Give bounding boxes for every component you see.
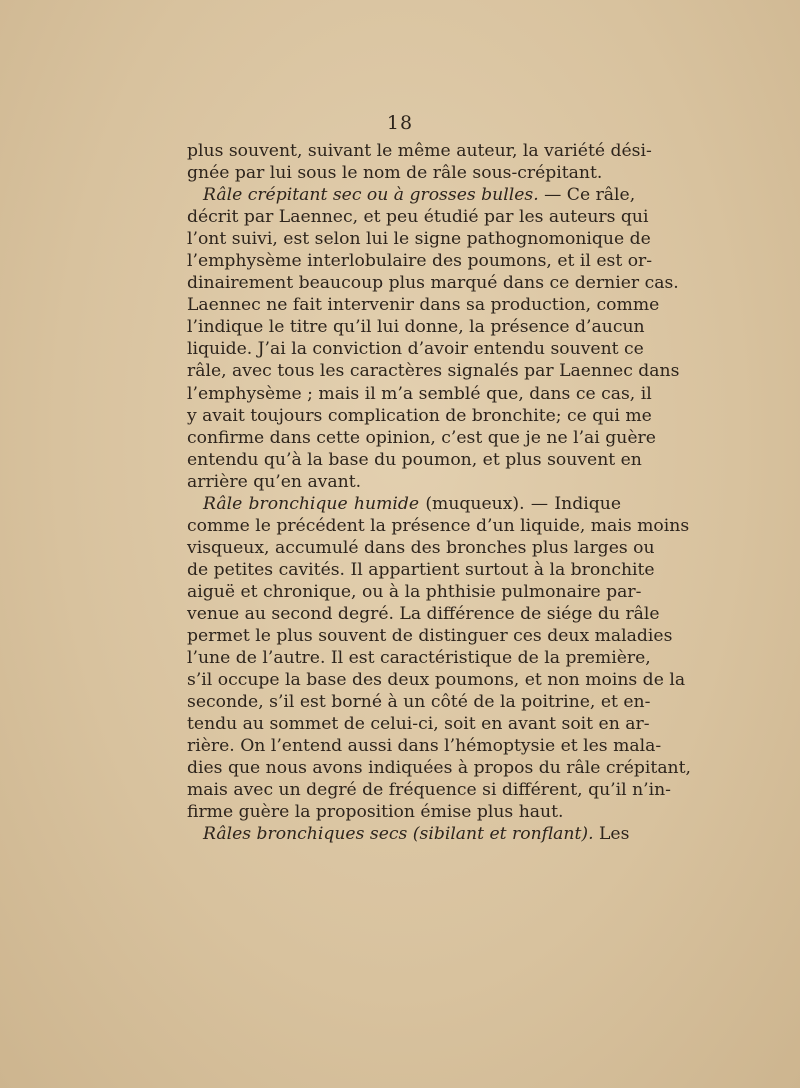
text-segment: dinairement beaucoup plus marqué dans ce dernier cas. bbox=[187, 273, 679, 294]
text-line bbox=[187, 272, 679, 294]
text-segment: tendu au sommet de celui-ci, soit en avant soit en ar- bbox=[187, 714, 650, 735]
text-segment: Laennec ne fait intervenir dans sa production, comme bbox=[187, 295, 660, 316]
text-line bbox=[187, 669, 686, 691]
text-line bbox=[187, 140, 652, 162]
text-segment: firme guère la proposition émise plus haut. bbox=[187, 802, 564, 823]
text-segment: venue au second degré. La différence de siége du râle bbox=[187, 603, 660, 624]
text-segment: l’une de l’autre. Il est caractéristique de la première, bbox=[187, 648, 651, 669]
text-segment: de petites cavités. Il appartient surtout à la bronchite bbox=[187, 559, 655, 580]
text-line bbox=[187, 713, 650, 735]
text-line bbox=[187, 338, 644, 360]
text-segment: l’ont suivi, est selon lui le signe pathognomonique de bbox=[187, 229, 651, 250]
italic-heading: Râles bronchiques secs (sibilant et ronflant). bbox=[203, 824, 594, 845]
text-line bbox=[187, 449, 642, 471]
italic-heading: Râle bronchique humide bbox=[203, 493, 420, 514]
text-line bbox=[187, 294, 660, 316]
text-segment: seconde, s’il est borné à un côté de la poitrine, et en- bbox=[187, 692, 651, 713]
text-line bbox=[187, 184, 636, 206]
text-line bbox=[187, 801, 621, 823]
text-line bbox=[187, 537, 655, 559]
text-segment: (muqueux). — Indique bbox=[419, 493, 621, 514]
text-segment: aiguë et chronique, ou à la phthisie pulmonaire par- bbox=[187, 581, 642, 602]
text-segment: liquide. J’ai la conviction d’avoir entendu souvent ce bbox=[187, 339, 644, 360]
text-segment: gnée par lui sous le nom de râle sous-crépitant. bbox=[187, 163, 603, 184]
text-segment: confirme dans cette opinion, c’est que je ne l’ai guère bbox=[187, 427, 656, 448]
text-segment: décrit par Laennec, et peu étudié par les auteurs qui bbox=[187, 207, 649, 228]
text-line bbox=[187, 162, 621, 184]
text-segment: râle, avec tous les caractères signalés par Laennec dans bbox=[187, 361, 680, 382]
text-segment: rière. On l’entend aussi dans l’hémoptysie et les mala- bbox=[187, 736, 662, 757]
italic-heading: Râle crépitant sec ou à grosses bulles. bbox=[203, 185, 539, 206]
text-line bbox=[187, 559, 655, 581]
text-segment: l’indique le titre qu’il lui donne, la présence d’aucun bbox=[187, 317, 645, 338]
text-segment: l’emphysème interlobulaire des poumons, et il est or- bbox=[187, 251, 653, 272]
text-line bbox=[187, 779, 671, 801]
text-line bbox=[187, 228, 651, 250]
text-segment: arrière qu’en avant. bbox=[187, 471, 362, 492]
text-line bbox=[187, 581, 642, 603]
text-segment: permet le plus souvent de distinguer ces deux maladies bbox=[187, 626, 673, 647]
text-segment: y avait toujours complication de bronchite; ce qui me bbox=[187, 405, 652, 426]
text-line bbox=[187, 316, 645, 338]
text-segment: l’emphysème ; mais il m’a semblé que, dans ce cas, il bbox=[187, 383, 652, 404]
text-line bbox=[187, 206, 649, 228]
text-line bbox=[187, 360, 680, 382]
text-segment: comme le précédent la présence d’un liquide, mais moins bbox=[187, 515, 690, 536]
text-line bbox=[187, 735, 662, 757]
text-line bbox=[187, 823, 630, 845]
text-line bbox=[187, 383, 652, 405]
text-segment: s’il occupe la base des deux poumons, et non moins de la bbox=[187, 670, 686, 691]
text-line bbox=[187, 427, 656, 449]
page-number: 18 bbox=[386, 112, 414, 134]
text-segment: — Ce râle, bbox=[538, 185, 636, 206]
text-segment: Les bbox=[593, 824, 630, 845]
text-segment: visqueux, accumulé dans des bronches plus larges ou bbox=[187, 537, 655, 558]
text-segment: entendu qu’à la base du poumon, et plus souvent en bbox=[187, 449, 642, 470]
text-segment: plus souvent, suivant le même auteur, la variété dési- bbox=[187, 141, 652, 161]
text-segment: mais avec un degré de fréquence si différent, qu’il n’in- bbox=[187, 780, 671, 801]
text-line bbox=[187, 647, 651, 669]
text-line bbox=[187, 603, 660, 625]
text-line bbox=[187, 250, 653, 272]
text-line bbox=[187, 515, 690, 537]
body-text bbox=[187, 140, 692, 846]
text-segment: dies que nous avons indiquées à propos du râle crépitant, bbox=[187, 758, 692, 779]
text-line bbox=[187, 757, 692, 779]
text-line bbox=[187, 405, 652, 427]
text-line bbox=[187, 471, 621, 493]
text-line bbox=[187, 493, 621, 515]
text-line bbox=[187, 691, 651, 713]
text-line bbox=[187, 625, 673, 647]
